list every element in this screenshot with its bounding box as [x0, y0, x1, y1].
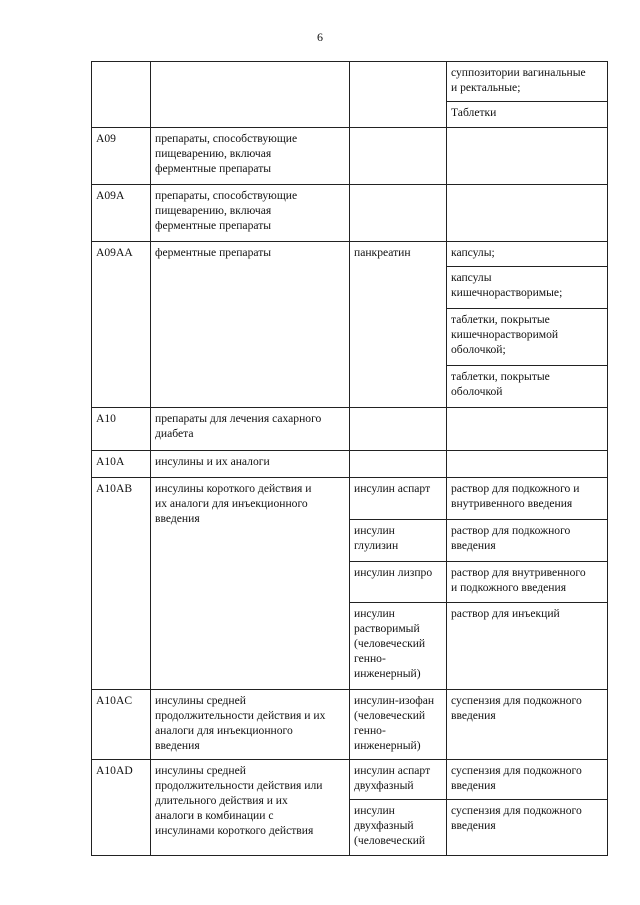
name-cell: инсулины средней продолжительности действия и их аналоги для инъекционного введения: [151, 690, 350, 760]
table-row: [92, 408, 608, 451]
name-cell: препараты, способствующие пищеварению, включая ферментные препараты: [151, 185, 350, 242]
code-cell: A09AA: [92, 242, 151, 408]
form-cell: раствор для инъекций: [447, 603, 608, 690]
form-cell: таблетки, покрытые оболочкой: [447, 366, 608, 408]
drug-cell: [350, 128, 447, 185]
name-cell: [151, 62, 350, 128]
code-cell: A10AD: [92, 760, 151, 856]
name-cell: инсулины и их аналоги: [151, 451, 350, 478]
form-cell: капсулы кишечнорастворимые;: [447, 267, 608, 309]
drug-cell: инсулин аспарт: [350, 478, 447, 520]
drug-cell: инсулин двухфазный (человеческий: [350, 800, 447, 856]
name-cell: препараты, способствующие пищеварению, включая ферментные препараты: [151, 128, 350, 185]
drug-cell: инсулин лизпро: [350, 562, 447, 603]
drug-cell: панкреатин: [350, 242, 447, 408]
code-cell: A09A: [92, 185, 151, 242]
table-row: [92, 690, 608, 760]
drug-cell: инсулин аспарт двухфазный: [350, 760, 447, 800]
form-cell: раствор для подкожного и внутривенного введения: [447, 478, 608, 520]
code-cell: A09: [92, 128, 151, 185]
drug-cell: инсулин-изофан (человеческий генно- инженерный): [350, 690, 447, 760]
form-cell: суспензия для подкожного введения: [447, 690, 608, 760]
table-row: [92, 185, 608, 242]
form-cell: суспензия для подкожного введения: [447, 760, 608, 800]
form-cell: [447, 451, 608, 478]
form-cell: Таблетки: [447, 102, 608, 128]
code-cell: A10AC: [92, 690, 151, 760]
name-cell: инсулины короткого действия и их аналоги для инъекционного введения: [151, 478, 350, 690]
drug-cell: [350, 62, 447, 128]
drug-cell: инсулин глулизин: [350, 520, 447, 562]
page-number: 6: [317, 30, 323, 44]
code-cell: A10A: [92, 451, 151, 478]
table-row: [92, 128, 608, 185]
form-cell: [447, 408, 608, 451]
name-cell: инсулины средней продолжительности действия или длительного действия и их аналоги в комбинации с инсулинами короткого действия: [151, 760, 350, 856]
form-cell: [447, 185, 608, 242]
name-cell: ферментные препараты: [151, 242, 350, 408]
form-cell: суспензия для подкожного введения: [447, 800, 608, 856]
code-cell: [92, 62, 151, 128]
form-cell: суппозитории вагинальные и ректальные;: [447, 62, 608, 102]
drug-table: [91, 61, 608, 856]
drug-cell: [350, 185, 447, 242]
table-row: [92, 451, 608, 478]
table-row: [92, 760, 608, 800]
form-cell: раствор для внутривенного и подкожного введения: [447, 562, 608, 603]
drug-cell: инсулин растворимый (человеческий генно- инженерный): [350, 603, 447, 690]
table-row: [92, 62, 608, 102]
code-cell: A10AB: [92, 478, 151, 690]
table-row: [92, 242, 608, 267]
form-cell: капсулы;: [447, 242, 608, 267]
drug-cell: [350, 408, 447, 451]
name-cell: препараты для лечения сахарного диабета: [151, 408, 350, 451]
form-cell: [447, 128, 608, 185]
form-cell: раствор для подкожного введения: [447, 520, 608, 562]
drug-cell: [350, 451, 447, 478]
table-row: [92, 478, 608, 520]
code-cell: A10: [92, 408, 151, 451]
form-cell: таблетки, покрытые кишечнорастворимой оболочкой;: [447, 309, 608, 366]
